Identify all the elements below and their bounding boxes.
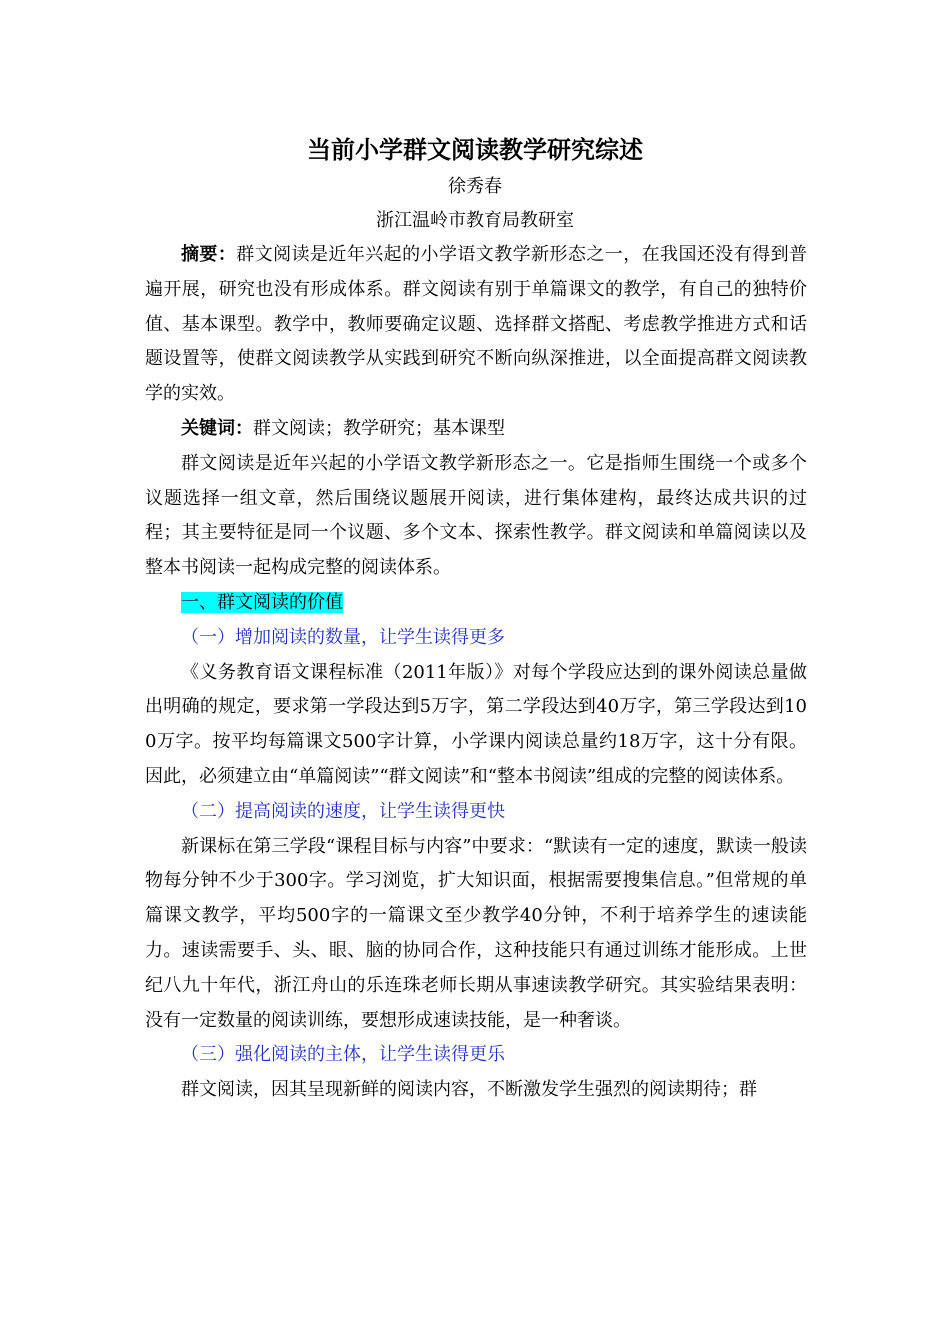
subsection-heading-1: （一）增加阅读的数量，让学生读得更多 <box>181 626 505 648</box>
subsection-paragraph-1: 《义务教育语文课程标准（2011年版）》对每个学段应达到的课外阅读总量做出明确的规定，要求第一学段达到5万字，第二学段达到40万字，第三学段达到100万字。按平均每篇课文500字计算，小学课内阅读总量约18万字，这十分有限。因此，必须建立由“单篇阅读”“群文阅读”和“整本书阅读”组成的完整的阅读体系。 <box>145 661 807 787</box>
subsection-heading-2: （二）提高阅读的速度，让学生读得更快 <box>181 800 505 822</box>
keywords-label: 关键词： <box>181 417 253 439</box>
keywords-text: 群文阅读；教学研究；基本课型 <box>253 417 505 439</box>
author-affiliation: 浙江温岭市教育局教研室 <box>376 210 574 231</box>
abstract-label: 摘要： <box>181 244 237 265</box>
paper-body <box>145 238 807 1108</box>
subsection-heading-3: （三）强化阅读的主体，让学生读得更乐 <box>181 1044 505 1066</box>
subsection-paragraph-2: 新课标在第三学段“课程目标与内容”中要求：“默读有一定的速度，默读一般读物每分钟不少于300字。学习浏览，扩大知识面，根据需要搜集信息。”但常规的单篇课文教学，平均500字的一篇课文至少教学40分钟，不利于培养学生的速读能力。速读需要手、头、眼、脑的协同合作，这种技能只有通过训练才能形成。上世纪八九十年代，浙江舟山的乐连珠老师长期从事速读教学研究。其实验结果表明：没有一定数量的阅读训练，要想形成速读技能，是一种奢谈。 <box>145 835 807 1031</box>
section-heading <box>145 586 807 621</box>
subsection-paragraph-3: 群文阅读，因其呈现新鲜的阅读内容，不断激发学生强烈的阅读期待；群 <box>181 1079 757 1101</box>
paper-title: 当前小学群文阅读教学研究综述 <box>307 136 643 164</box>
section-heading-text: 一、群文阅读的价值 <box>181 591 343 613</box>
author-name: 徐秀春 <box>448 176 502 197</box>
abstract-text: 群文阅读是近年兴起的小学语文教学新形态之一，在我国还没有得到普遍开展，研究也没有形成体系。群文阅读有别于单篇课文的教学，有自己的独特价值、基本课型。教学中，教师要确定议题、选择群文搭配、考虑教学推进方式和话题设置等，使群文阅读教学从实践到研究不断向纵深推进，以全面提高群文阅读教学的实效。 <box>145 244 808 405</box>
intro-paragraph: 群文阅读是近年兴起的小学语文教学新形态之一。它是指师生围绕一个或多个议题选择一组文章，然后围绕议题展开阅读，进行集体建构，最终达成共识的过程；其主要特征是同一个议题、多个文本、探索性教学。群文阅读和单篇阅读以及整本书阅读一起构成完整的阅读体系。 <box>145 452 807 579</box>
keywords-paragraph <box>145 412 807 447</box>
abstract-paragraph <box>145 238 807 412</box>
